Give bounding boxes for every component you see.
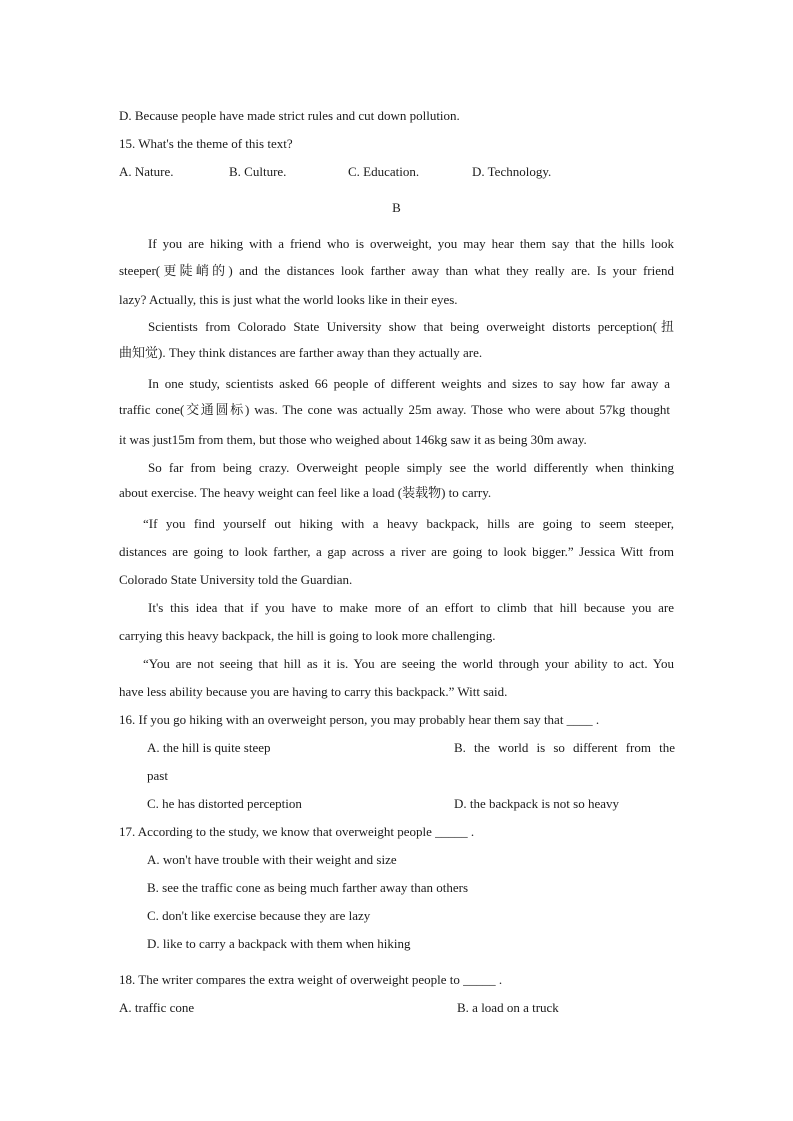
- q16-option-a: A. the hill is quite steep: [147, 740, 271, 755]
- q15-option-b: B. Culture.: [229, 164, 287, 179]
- passage-line: it was just15m from them, but those who weighed about 146kg saw it as being 30m away.: [119, 432, 587, 447]
- q17-option-c: C. don't like exercise because they are lazy: [147, 908, 371, 923]
- q15-option-d: D. Technology.: [472, 164, 552, 179]
- passage-line: It's this idea that if you have to make more of an effort to climb that hill because you are: [148, 600, 674, 615]
- q17-option-d: D. like to carry a backpack with them when hiking: [147, 936, 411, 951]
- passage-line: Colorado State University told the Guardian.: [119, 572, 353, 587]
- q18-stem: 18. The writer compares the extra weight of overweight people to _____ .: [119, 972, 503, 987]
- passage-line: have less ability because you are having to carry this backpack.” Witt said.: [119, 684, 508, 699]
- passage-line: lazy? Actually, this is just what the world looks like in their eyes.: [119, 292, 458, 307]
- passage-line: “You are not seeing that hill as it is. You are seeing the world through your ability to act. You: [143, 656, 674, 671]
- passage-line: 曲知觉). They think distances are farther away than they actually are.: [119, 345, 483, 360]
- passage-line: traffic cone(交通圆标) was. The cone was actually 25m away. Those who were about 57kg thought: [119, 402, 670, 417]
- q17-stem: 17. According to the study, we know that overweight people _____ .: [119, 824, 475, 839]
- q16-option-d: D. the backpack is not so heavy: [454, 796, 619, 811]
- q15-stem: 15. What's the theme of this text?: [119, 136, 293, 151]
- q17-option-a: A. won't have trouble with their weight and size: [147, 852, 397, 867]
- q16-option-b-continued: past: [147, 768, 168, 783]
- q16-stem: 16. If you go hiking with an overweight person, you may probably hear them say that ____ .: [119, 712, 600, 727]
- passage-line: Scientists from Colorado State University show that being overweight distorts perception(扭: [148, 319, 674, 334]
- passage-line: steeper(更陡峭的) and the distances look farther away than what they really are. Is your friend: [119, 263, 674, 278]
- passage-line: about exercise. The heavy weight can feel like a load (装载物) to carry.: [119, 485, 492, 500]
- passage-line: So far from being crazy. Overweight people simply see the world differently when thinking: [148, 460, 674, 475]
- q15-option-c: C. Education.: [348, 164, 420, 179]
- q18-option-a: A. traffic cone: [119, 1000, 195, 1015]
- q17-option-b: B. see the traffic cone as being much farther away than others: [147, 880, 469, 895]
- passage-line: “If you find yourself out hiking with a heavy backpack, hills are going to seem steeper,: [143, 516, 674, 531]
- passage-line: distances are going to look farther, a gap across a river are going to look bigger.” Jessica Witt from: [119, 544, 674, 559]
- passage-line: In one study, scientists asked 66 people of different weights and sizes to say how far away a: [148, 376, 670, 391]
- passage-heading: B: [392, 200, 401, 215]
- q16-option-c: C. he has distorted perception: [147, 796, 302, 811]
- q14-option-d: D. Because people have made strict rules and cut down pollution.: [119, 108, 460, 123]
- q15-option-a: A. Nature.: [119, 164, 174, 179]
- passage-line: If you are hiking with a friend who is overweight, you may hear them say that the hills look: [148, 236, 674, 251]
- passage-line: carrying this heavy backpack, the hill is going to look more challenging.: [119, 628, 496, 643]
- q16-option-b: B. the world is so different from the: [454, 740, 675, 755]
- q18-option-b: B. a load on a truck: [457, 1000, 559, 1015]
